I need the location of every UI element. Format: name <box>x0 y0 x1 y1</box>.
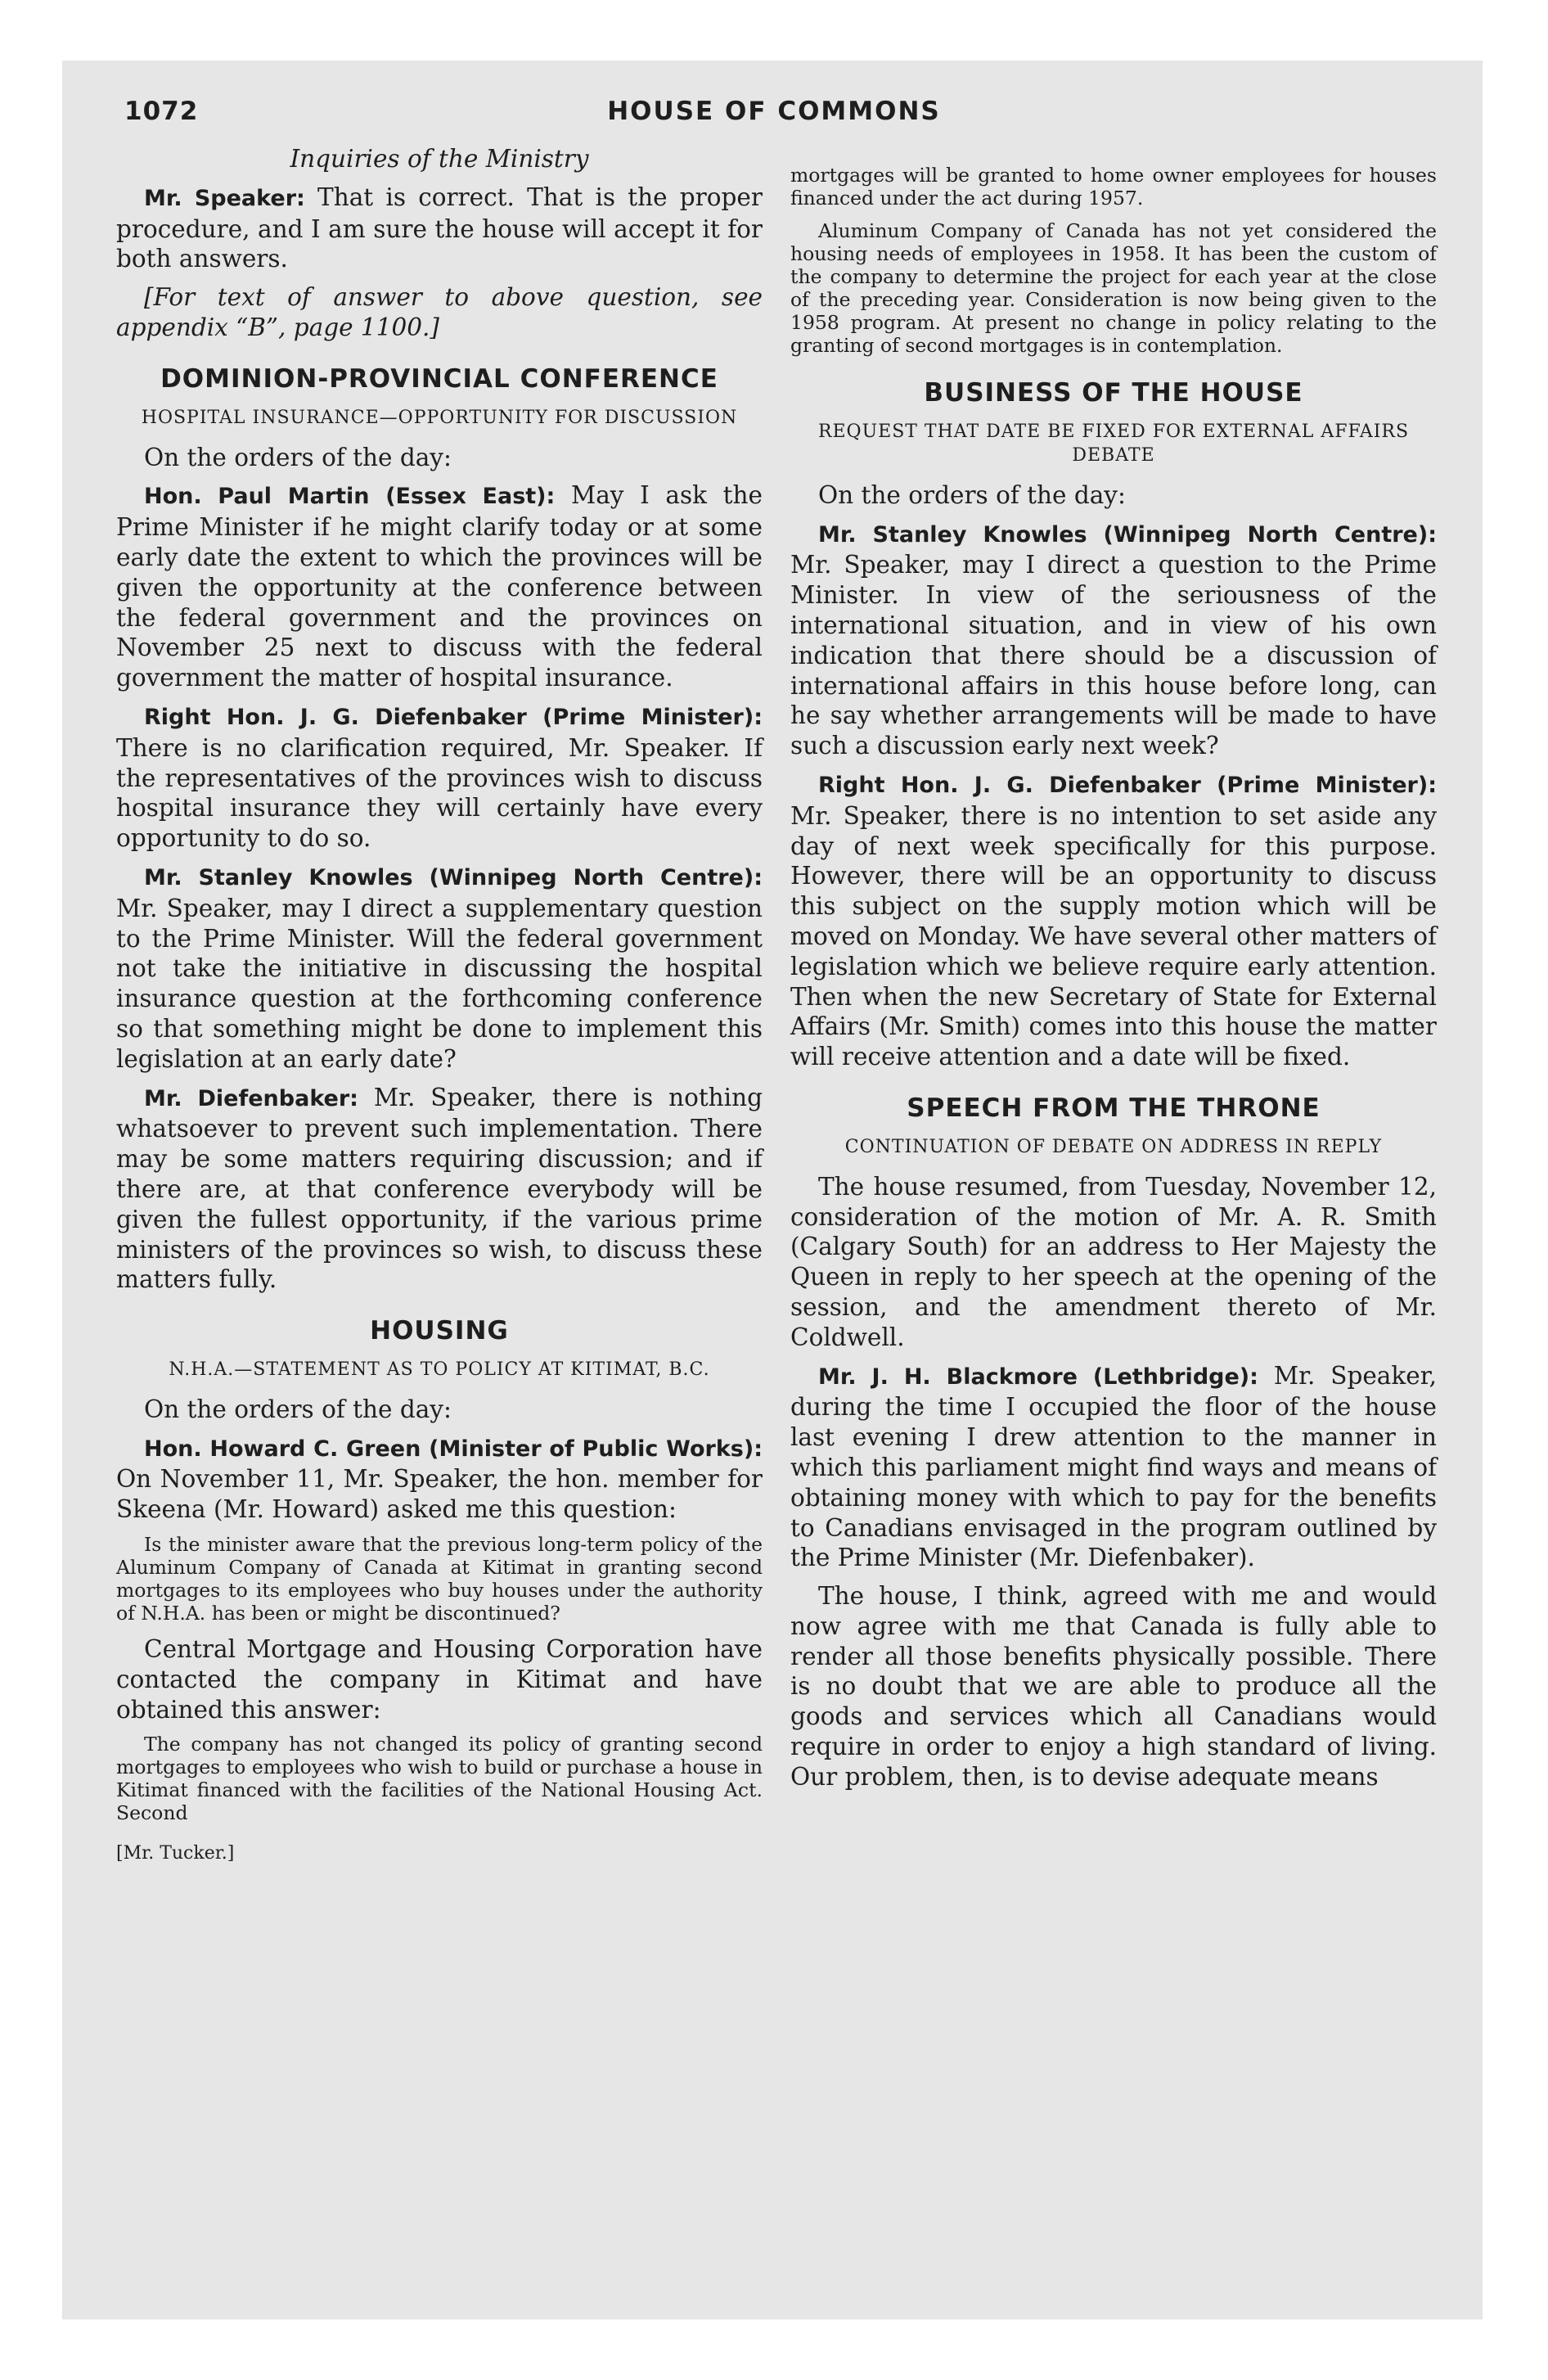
speech-text: There is no clarification required, Mr. Speaker. If the representatives of the provinces wish to discuss hospital insurance they will certainly have every opportunity to do so. <box>116 733 763 853</box>
heading: DOMINION-PROVINCIAL CONFERENCE <box>160 363 718 394</box>
speech-text: On November 11, Mr. Speaker, the hon. member for Skeena (Mr. Howard) asked me this question: <box>116 1465 763 1524</box>
left-column <box>116 144 763 1877</box>
speaker-name: Right Hon. J. G. Diefenbaker (Prime Minister): <box>144 704 763 730</box>
paragraph <box>116 862 763 1075</box>
footer-reference: [Mr. Tucker.] <box>116 1843 235 1864</box>
speech-text: Mr. Speaker, during the time I occupied the floor of the house last evening I drew attention to the manner in which this parliament might find ways and means of obtaining money with which to pay for the benefits to Canadians envisaged in the program outlined by the Prime Minister (Mr. Diefenbaker). <box>790 1361 1437 1572</box>
speaker-name: Hon. Howard C. Green (Minister of Public Works): <box>144 1436 763 1462</box>
subheading: HOSPITAL INSURANCE—OPPORTUNITY FOR DISCUSSION <box>141 407 738 428</box>
speech-text: Mr. Speaker, there is nothing whatsoever to prevent such implementation. There may be some matters requiring discussion; and if there are, at that conference everybody will be given the fullest opportunity, if the various prime ministers of the provinces so wish, to discuss these matters fully. <box>116 1083 763 1294</box>
speaker-name: Mr. Stanley Knowles (Winnipeg North Centre): <box>144 864 763 890</box>
speaker-name: Mr. Speaker: <box>144 185 305 211</box>
speaker-name: Hon. Paul Martin (Essex East): <box>144 484 556 510</box>
paragraph <box>116 1433 763 1525</box>
paragraph <box>116 183 763 274</box>
paragraph: Central Mortgage and Housing Corporation have contacted the company in Kitimat and have obtained this answer: <box>116 1635 763 1724</box>
paragraph <box>790 1361 1437 1574</box>
page-number: 1072 <box>124 97 199 126</box>
speaker-name: Mr. J. H. Blackmore (Lethbridge): <box>818 1364 1258 1390</box>
quoted-answer: The company has not changed its policy of granting second mortgages to employees who wish to build or purchase a house in Kitimat financed with the facilities of the National Housing Act. Second <box>116 1733 763 1825</box>
running-head: HOUSE OF COMMONS <box>607 97 941 126</box>
heading: BUSINESS OF THE HOUSE <box>924 378 1303 408</box>
subheading: CONTINUATION OF DEBATE ON ADDRESS IN REPLY <box>844 1136 1383 1157</box>
section-title: Inquiries of the Ministry <box>290 145 589 173</box>
subheading: N.H.A.—STATEMENT AS TO POLICY AT KITIMAT, B.C. <box>169 1359 710 1380</box>
speech-text: Mr. Speaker, there is no intention to set aside any day of next week specifically for this purpose. However, there will be an opportunity to discuss this subject on the supply motion which will be moved on Monday. We have several other matters of legislation which we believe require early attention. Then when the new Secretary of State for External Affairs (Mr. Smith) comes into this house the matter will receive attention and a date will be fixed. <box>790 801 1437 1071</box>
paragraph <box>116 701 763 854</box>
quoted-answer: Aluminum Company of Canada has not yet considered the housing needs of employees in 1958. It has been the custom of the company to determine the project for each year at the close of the preceding year. Consideration is now being given to the 1958 program. At present no change in policy relating to the granting of second mortgages is in contemplation. <box>790 219 1437 357</box>
quoted-question: Is the minister aware that the previous long-term policy of the Aluminum Company of Canada at Kitimat in granting second mortgages to its employees who buy houses under the authority of N.H.A. has been or might be discontinued? <box>116 1533 763 1625</box>
right-column <box>790 164 1437 1801</box>
paragraph <box>790 519 1437 761</box>
speaker-name: Right Hon. J. G. Diefenbaker (Prime Minister): <box>818 772 1437 798</box>
speaker-name: Mr. Diefenbaker: <box>144 1085 358 1111</box>
quoted-answer-continued: mortgages will be granted to home owner employees for houses financed under the act during 1957. <box>790 164 1437 210</box>
paragraph <box>790 769 1437 1072</box>
speech-text: May I ask the Prime Minister if he might clarify today or at some early date the extent to which the provinces will be given the opportunity at the conference between the federal government and the provinces on November 25 next to discuss with the federal government the matter of hospital insurance. <box>116 481 763 692</box>
paragraph <box>116 480 763 693</box>
heading: HOUSING <box>370 1316 509 1346</box>
paragraph: On the orders of the day: <box>818 480 1126 509</box>
paragraph: The house, I think, agreed with me and would now agree with me that Canada is fully able to render all those benefits physically possible. There is no doubt that we are able to produce all the goods and services which all Canadians would require in order to enjoy a high standard of living. Our problem, then, is to devise adequate means <box>790 1582 1437 1791</box>
speech-text: Mr. Speaker, may I direct a question to the Prime Minister. In view of the seriousness of the international situation, and in view of his own indication that there should be a discussion of international affairs in this house before long, can he say whether arrangements will be made to have such a discussion early next week? <box>790 551 1437 760</box>
speech-text: Mr. Speaker, may I direct a supplementary question to the Prime Minister. Will the federal government not take the initiative in discussing the hospital insurance question at the forthcoming conference so that something might be done to implement this legislation at an early date? <box>116 894 763 1073</box>
paragraph: On the orders of the day: <box>144 1395 452 1423</box>
speech-text: That is correct. That is the proper procedure, and I am sure the house will accept it for both answers. <box>116 183 763 273</box>
paragraph: [For text of answer to above question, see appendix “B”, page 1100.] <box>116 283 763 341</box>
speaker-name: Mr. Stanley Knowles (Winnipeg North Centre): <box>818 521 1437 548</box>
paragraph <box>116 1083 763 1296</box>
paragraph: On the orders of the day: <box>144 443 452 471</box>
subheading: REQUEST THAT DATE BE FIXED FOR EXTERNAL AFFAIRS DEBATE <box>817 421 1410 466</box>
paragraph: The house resumed, from Tuesday, November 12, consideration of the motion of Mr. A. R. Smith (Calgary South) for an address to Her Majesty the Queen in reply to her speech at the opening of the session, and the amendment thereto of Mr. Coldwell. <box>790 1172 1437 1351</box>
heading: SPEECH FROM THE THRONE <box>907 1093 1321 1123</box>
